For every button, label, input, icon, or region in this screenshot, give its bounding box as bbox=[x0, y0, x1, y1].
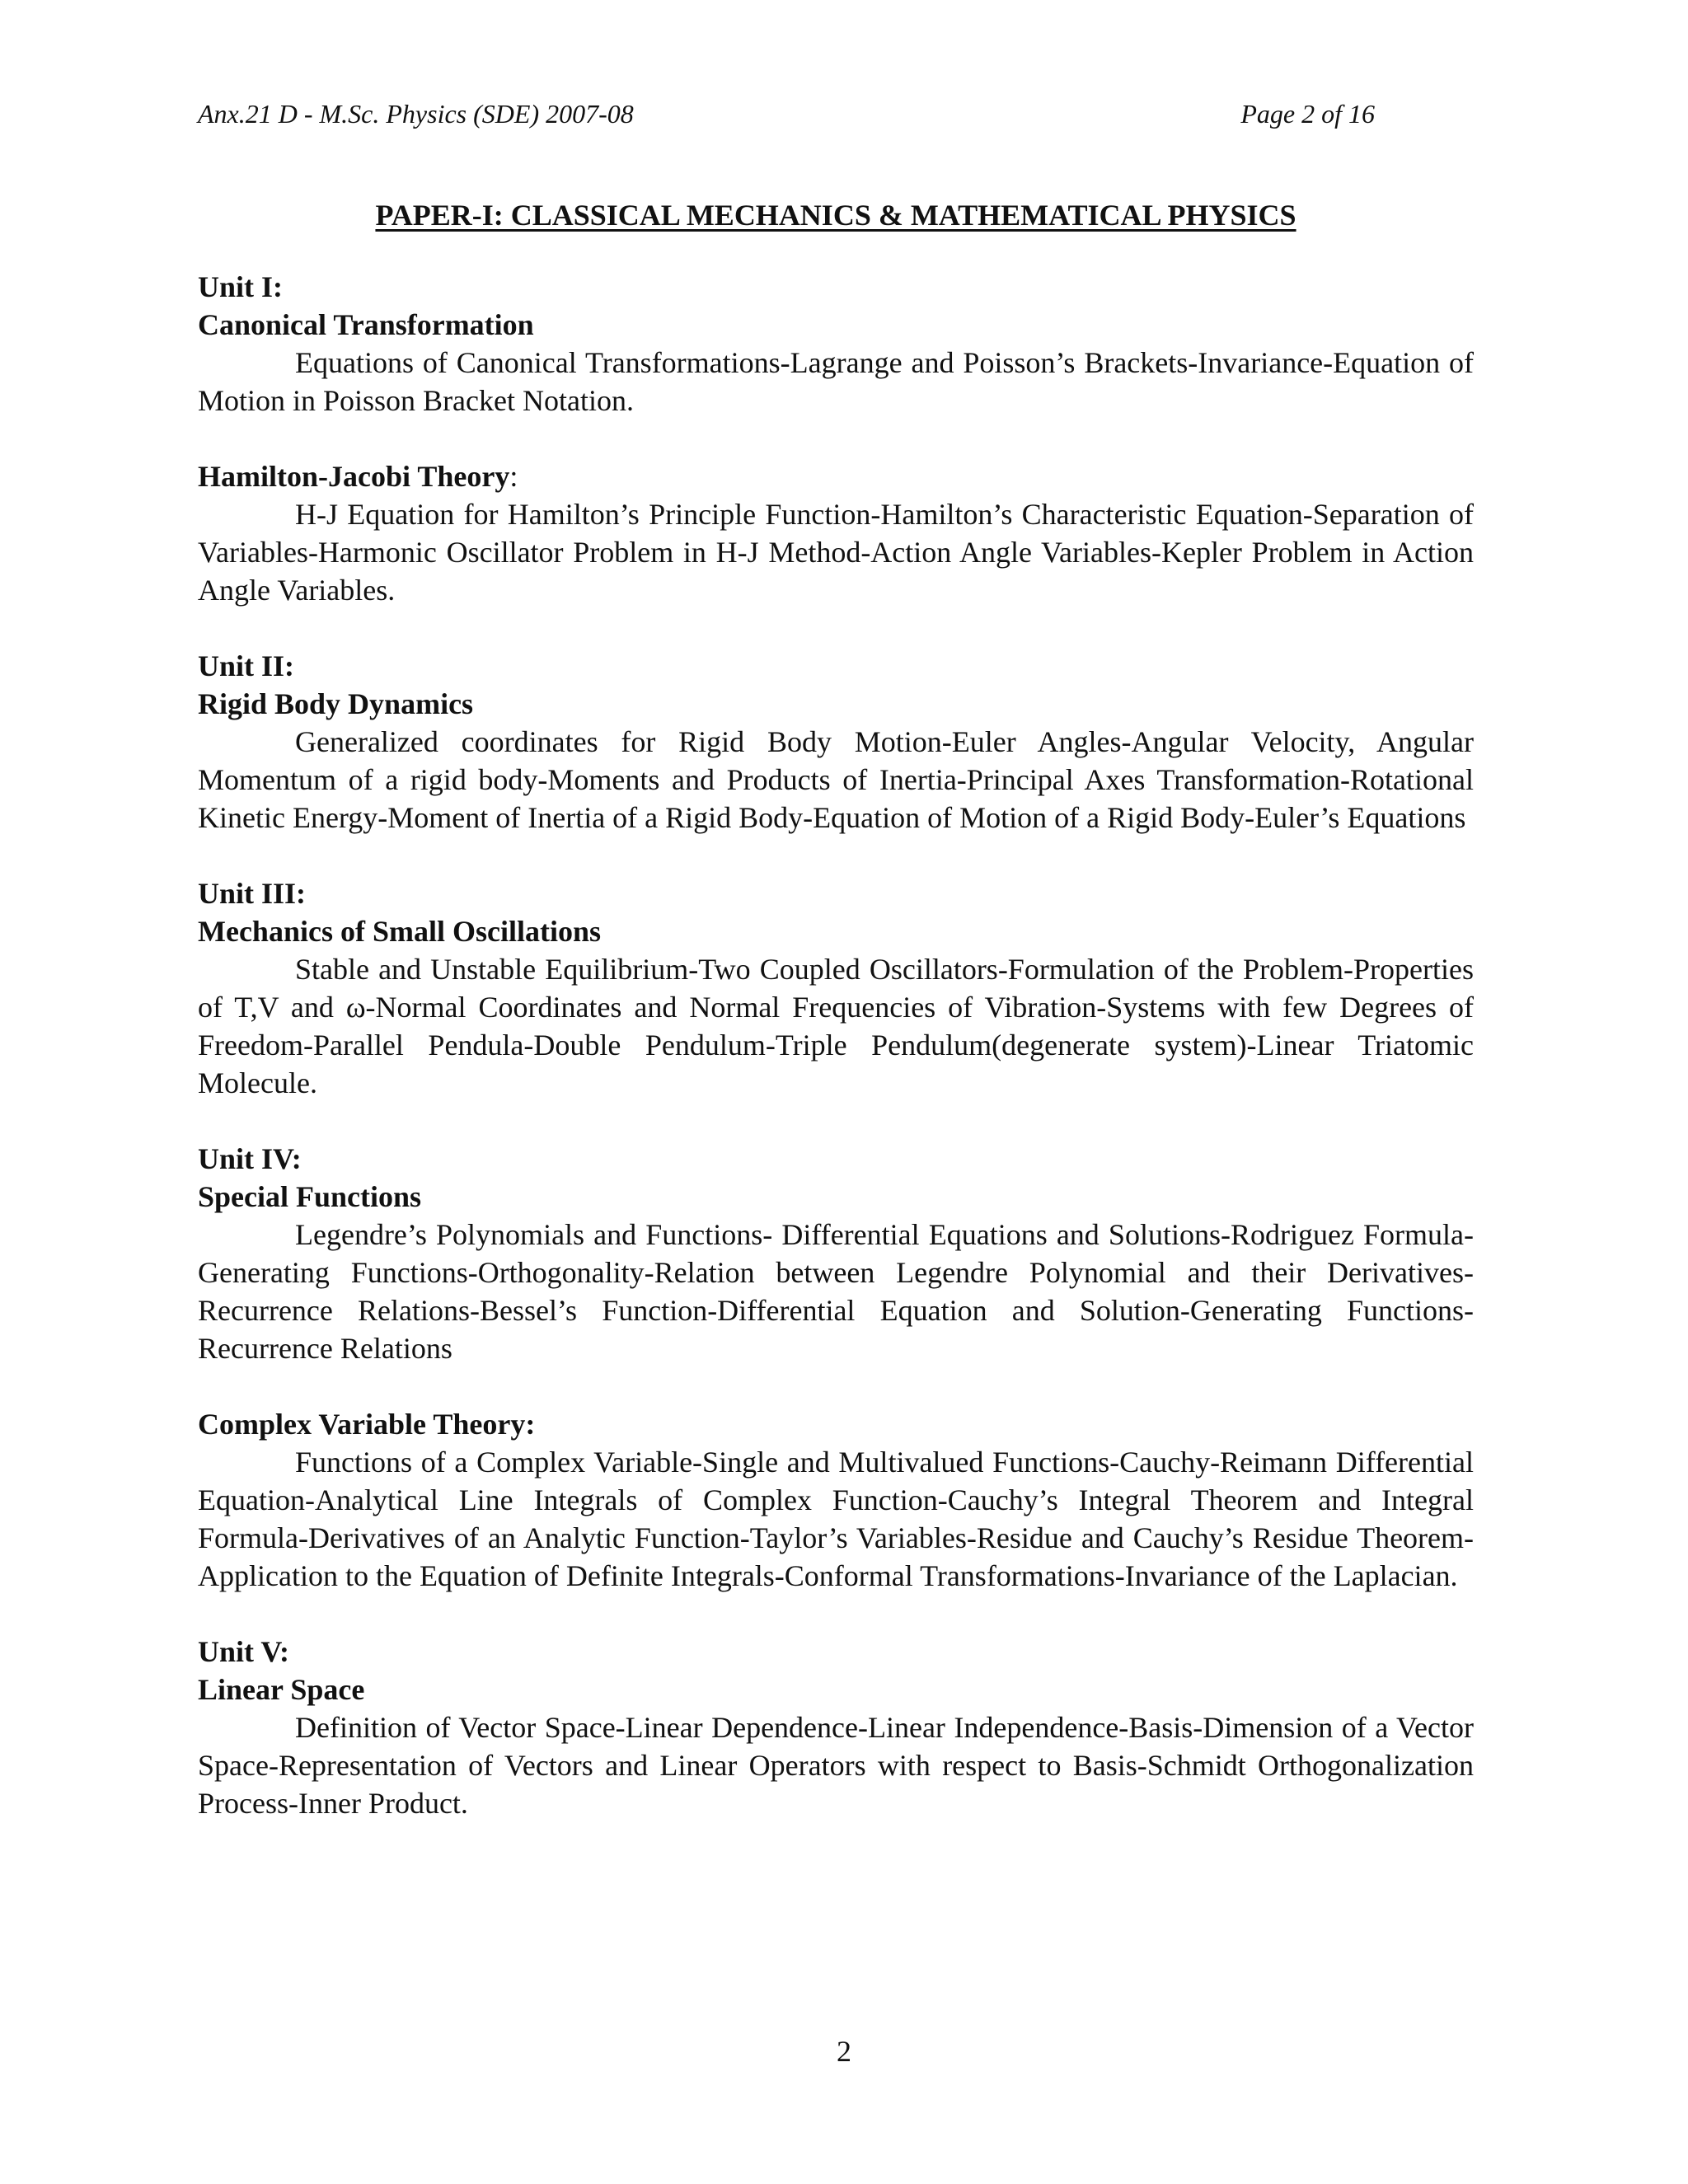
topic-heading: Special Functions bbox=[198, 1180, 422, 1213]
topic-heading: Canonical Transformation bbox=[198, 308, 534, 341]
unit-label: Unit III: bbox=[198, 877, 307, 910]
topic-heading: Linear Space bbox=[198, 1673, 365, 1706]
topic-heading: Rigid Body Dynamics bbox=[198, 687, 474, 720]
section-small-oscillations bbox=[198, 874, 1474, 1102]
topic-description: Definition of Vector Space-Linear Dependence-Linear Independence-Basis-Dimension of a Vector Space-Representation of Vectors and Linear Operators with respect to Basis-Schmidt Orthogonalization Process-Inner Product. bbox=[198, 1711, 1474, 1820]
syllabus-content bbox=[198, 268, 1474, 1822]
section-hamilton-jacobi bbox=[198, 457, 1474, 609]
topic-description: Equations of Canonical Transformations-Lagrange and Poisson’s Brackets-Invariance-Equation of Motion in Poisson Bracket Notation. bbox=[198, 346, 1474, 417]
topic-heading: Complex Variable Theory: bbox=[198, 1408, 536, 1441]
page-header bbox=[198, 99, 1375, 135]
topic-description: Generalized coordinates for Rigid Body Motion-Euler Angles-Angular Velocity, Angular Momentum of a rigid body-Moments and Products of Inertia-Principal Axes Transformation-Rotational Kinetic Energy-Moment of Inertia of a Rigid Body-Equation of Motion of a Rigid Body-Euler’s Equations bbox=[198, 725, 1474, 834]
section-canonical-transformation bbox=[198, 268, 1474, 419]
document-reference: Anx.21 D - M.Sc. Physics (SDE) 2007-08 bbox=[198, 99, 634, 129]
unit-label: Unit I: bbox=[198, 270, 284, 303]
topic-heading: Mechanics of Small Oscillations bbox=[198, 915, 601, 948]
topic-description: Functions of a Complex Variable-Single and Multivalued Functions-Cauchy-Reimann Differential Equation-Analytical Line Integrals of Complex Function-Cauchy’s Integral Theorem and Integral Formula-Derivatives of an Analytic Function-Taylor’s Variables-Residue and Cauchy’s Residue Theorem-Application to the Equation of Definite Integrals-Conformal Transformations-Invariance of the Laplacian. bbox=[198, 1446, 1474, 1592]
page-indicator: Page 2 of 16 bbox=[1240, 99, 1375, 129]
unit-label: Unit II: bbox=[198, 649, 295, 682]
section-linear-space bbox=[198, 1633, 1474, 1822]
topic-heading bbox=[198, 457, 1474, 495]
section-complex-variable-theory bbox=[198, 1405, 1474, 1595]
unit-label: Unit V: bbox=[198, 1635, 290, 1668]
unit-label: Unit IV: bbox=[198, 1142, 302, 1175]
section-special-functions bbox=[198, 1140, 1474, 1367]
topic-heading-colon: : bbox=[509, 460, 518, 493]
topic-heading-text: Hamilton-Jacobi Theory bbox=[198, 460, 510, 493]
topic-description: H-J Equation for Hamilton’s Principle Function-Hamilton’s Characteristic Equation-Separation of Variables-Harmonic Oscillator Problem in H-J Method-Action Angle Variables-Kepler Problem in Action Angle Variables. bbox=[198, 498, 1474, 607]
paper-title: PAPER-I: CLASSICAL MECHANICS & MATHEMATICAL PHYSICS bbox=[375, 199, 1296, 232]
topic-description: Stable and Unstable Equilibrium-Two Coupled Oscillators-Formulation of the Problem-Properties of T,V and ω-Normal Coordinates and Normal Frequencies of Vibration-Systems with few Degrees of Freedom-Parallel Pendula-Double Pendulum-Triple Pendulum(degenerate system)-Linear Triatomic Molecule. bbox=[198, 953, 1474, 1099]
page-number: 2 bbox=[837, 2035, 851, 2068]
topic-description: Legendre’s Polynomials and Functions- Differential Equations and Solutions-Rodriguez Formula-Generating Functions-Orthogonality-Relation between Legendre Polynomial and their Derivatives-Recurrence Relations-Bessel’s Function-Differential Equation and Solution-Generating Functions-Recurrence Relations bbox=[198, 1218, 1474, 1365]
section-rigid-body-dynamics bbox=[198, 647, 1474, 837]
